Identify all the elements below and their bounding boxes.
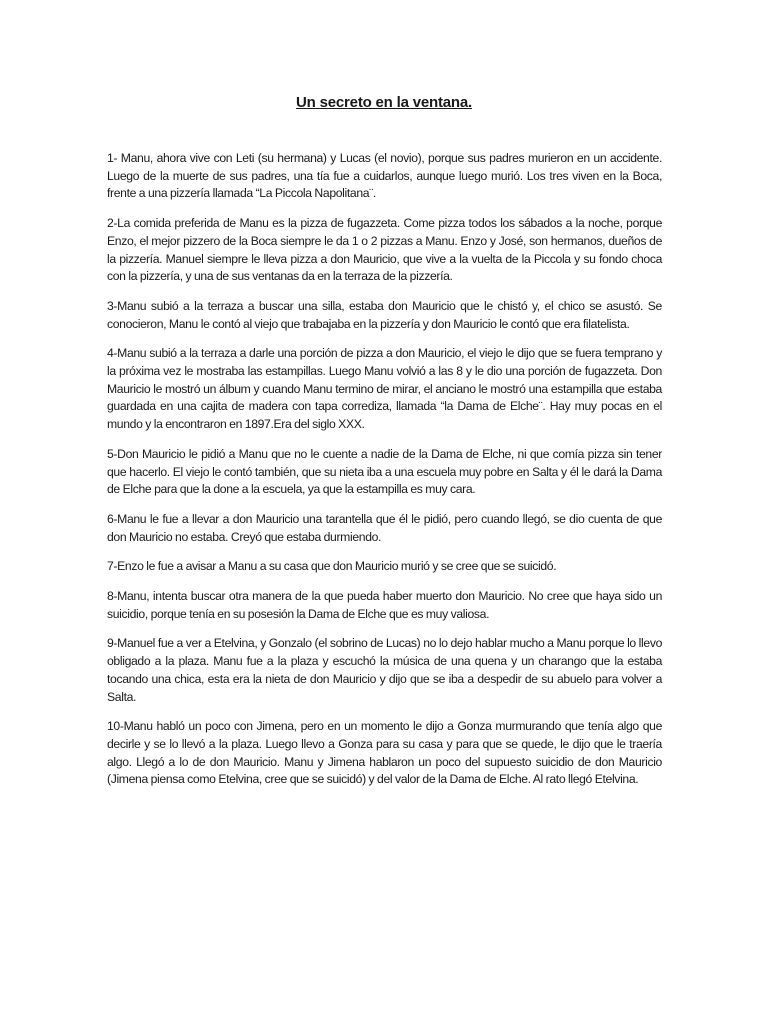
paragraph-3: 3-Manu subió a la terraza a buscar una silla, estaba don Mauricio que le chistó y, el chico se asustó. Se conocieron, Manu le contó al viejo que trabajaba en la pizzería y don Mauricio le contó que era filatelista. xyxy=(107,298,662,331)
paragraph-10: 10-Manu habló un poco con Jimena, pero en un momento le dijo a Gonza murmurando que tenía algo que decirle y se lo llevó a la plaza. Luego llevo a Gonza para su casa y para que se quede, le dijo que le traería algo. Llegó a lo de don Mauricio. Manu y Jimena hablaron un poco del supuesto suicidio de don Mauricio (Jimena piensa como Etelvina, cree que se suicidó) y del valor de la Dama de Elche. Al rato llegó Etelvina. xyxy=(107,719,662,787)
paragraph-7: 7-Enzo le fue a avisar a Manu a su casa que don Mauricio murió y se cree que se suicidó. xyxy=(107,559,557,574)
paragraph-1: 1- Manu, ahora vive con Leti (su hermana) y Lucas (el novio), porque sus padres murieron en un accidente. Luego de la muerte de sus padres, una tía fue a cuidarlos, aunque luego murió. Los tres viven en la Boca, frente a una pizzería llamada “La Piccola Napolitana¨. xyxy=(107,151,662,201)
document-body xyxy=(107,150,662,801)
paragraph-4: 4-Manu subió a la terraza a darle una porción de pizza a don Mauricio, el viejo le dijo que se fuera temprano y la próxima vez le mostraba las estampillas. Luego Manu volvió a las 8 y le dio una porción de fugazzeta. Don Mauricio le mostró un álbum y cuando Manu termino de mirar, el anciano le mostró una estampilla que estaba guardada en una cajita de madera con tapa corrediza, llamada “la Dama de Elche¨. Hay muy pocas en el mundo y la encontraron en 1897.Era del siglo XXX. xyxy=(107,346,662,432)
paragraph-2: 2-La comida preferida de Manu es la pizza de fugazzeta. Come pizza todos los sábados a la noche, porque Enzo, el mejor pizzero de la Boca siempre le da 1 o 2 pizzas a Manu. Enzo y José, son hermanos, dueños de la pizzería. Manuel siempre le lleva pizza a don Mauricio, que vive a la vuelta de la Piccola y su fondo choca con la pizzería, y una de sus ventanas da en la terraza de la pizzería. xyxy=(107,216,662,284)
paragraph-9: 9-Manuel fue a ver a Etelvina, y Gonzalo (el sobrino de Lucas) no lo dejo hablar mucho a Manu porque lo llevo obligado a la plaza. Manu fue a la plaza y escuchó la música de una quena y un charango que la estaba tocando una chica, esta era la nieta de don Mauricio y dijo que se iba a despedir de su abuelo para volver a Salta. xyxy=(107,636,662,704)
paragraph-6: 6-Manu le fue a llevar a don Mauricio una tarantella que él le pidió, pero cuando llegó, se dio cuenta de que don Mauricio no estaba. Creyó que estaba durmiendo. xyxy=(107,511,662,544)
document-title: Un secreto en la ventana. xyxy=(296,94,472,111)
paragraph-5: 5-Don Mauricio le pidió a Manu que no le cuente a nadie de la Dama de Elche, ni que comía pizza sin tener que hacerlo. El viejo le contó también, que su nieta iba a una escuela muy pobre en Salta y él le dará la Dama de Elche para que la done a la escuela, ya que la estampilla es muy cara. xyxy=(107,446,662,497)
paragraph-8: 8-Manu, intenta buscar otra manera de la que pueda haber muerto don Mauricio. No cree que haya sido un suicidio, porque tenía en su posesión la Dama de Elche que es muy valiosa. xyxy=(107,589,662,621)
